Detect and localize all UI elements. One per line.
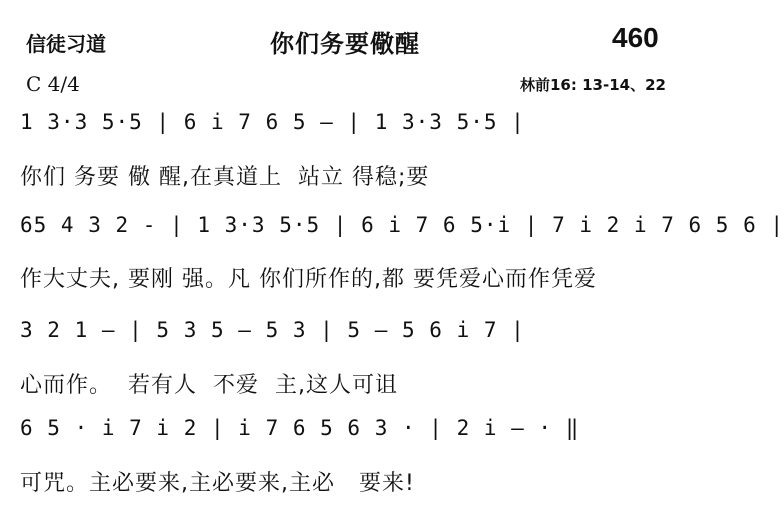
lyrics-line-1: 你们 务要 儆 醒,在真道上 站立 得稳;要 [20,165,430,190]
hymnal-name: 信徒习道 [26,32,106,56]
notation-line-1: 1 3·3 5·5 | 6 i 7 6 5 — | 1 3·3 5·5 | [20,110,525,134]
notation-line-2: 65 4 3 2 - | 1 3·3 5·5 | 6 i 7 6 5·i | 7 i 2 i 7 6 5 6 | [20,213,784,237]
notation-line-3: 3 2 1 — | 5 3 5 — 5 3 | 5 — 5 6 i 7 | [20,318,525,342]
hymn-number: 460 [612,22,659,53]
key-signature: C 4/4 [26,72,80,96]
lyrics-line-4: 可咒。主必要来,主必要来,主必 要来! [20,471,415,496]
lyrics-line-3: 心而作。 若有人 不爱 主,这人可诅 [20,373,398,398]
notation-line-4: 6 5 · i 7 i 2 | i 7 6 5 6 3 · | 2 i — · ‖ [20,416,580,440]
hymn-title: 你们务要儆醒 [270,30,420,58]
scripture-reference: 林前16: 13-14、22 [520,76,666,94]
lyrics-line-2: 作大丈夫, 要刚 强。凡 你们所作的,都 要凭爱心而作凭爱 [20,267,597,292]
